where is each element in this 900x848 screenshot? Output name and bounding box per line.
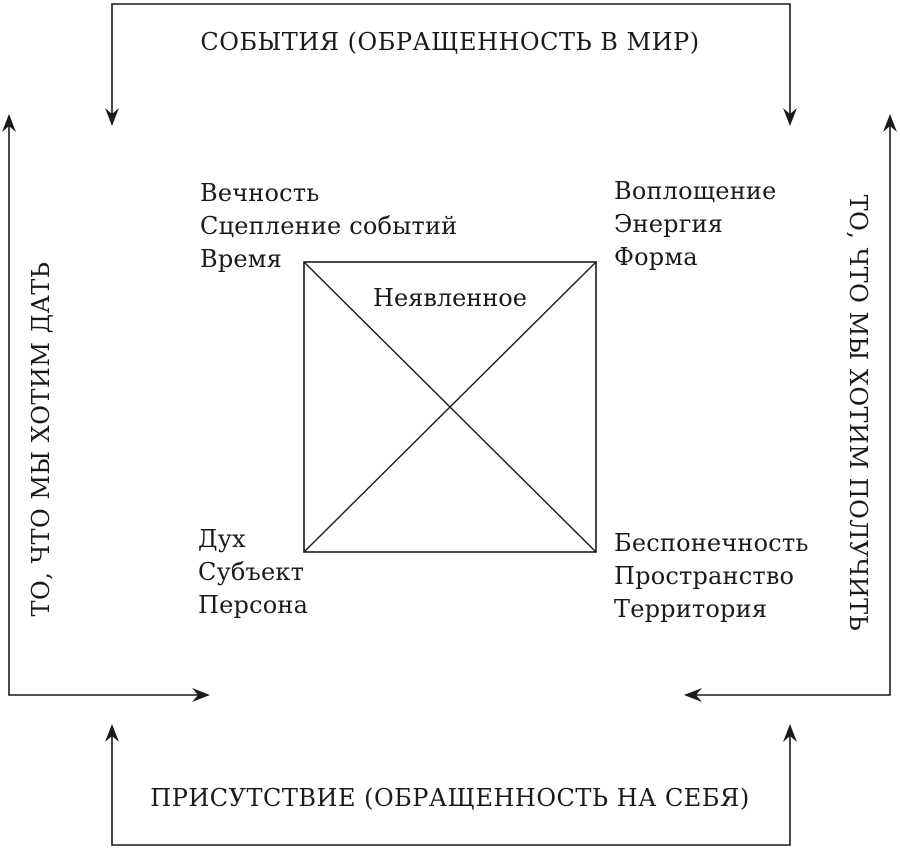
corner-label-top-left [200,177,457,276]
right-heading: ТО, ЧТО МЫ ХОТИМ ПОЛУЧИТЬ [844,194,872,632]
corner-label-line: Воплощение [614,177,777,205]
left-heading: ТО, ЧТО МЫ ХОТИМ ДАТЬ [27,261,55,617]
corner-label-line: Дух [198,525,246,553]
corner-label-top-right [614,175,777,274]
corner-label-bottom-left [198,523,308,622]
corner-label-line: Вечность [200,179,320,207]
corner-label-line: Субъект [198,558,305,586]
center-label: Неявленное [373,284,527,312]
corner-label-line: Форма [614,243,698,271]
corner-label-line: Время [200,245,283,273]
corner-label-line: Пространство [614,562,795,590]
corner-label-line: Сцепление событий [200,212,458,240]
corner-label-line: Территория [614,595,768,623]
corner-label-bottom-right [614,527,809,626]
corner-label-line: Беспонечность [614,529,809,557]
corner-label-line: Персона [198,591,309,619]
top-bracket-arrow [112,4,790,124]
corner-label-line: Энергия [614,210,724,238]
bottom-heading: ПРИСУТСТВИЕ (ОБРАЩЕННОСТЬ НА СЕБЯ) [150,784,750,812]
top-heading: СОБЫТИЯ (ОБРАЩЕННОСТЬ В МИР) [200,28,700,56]
